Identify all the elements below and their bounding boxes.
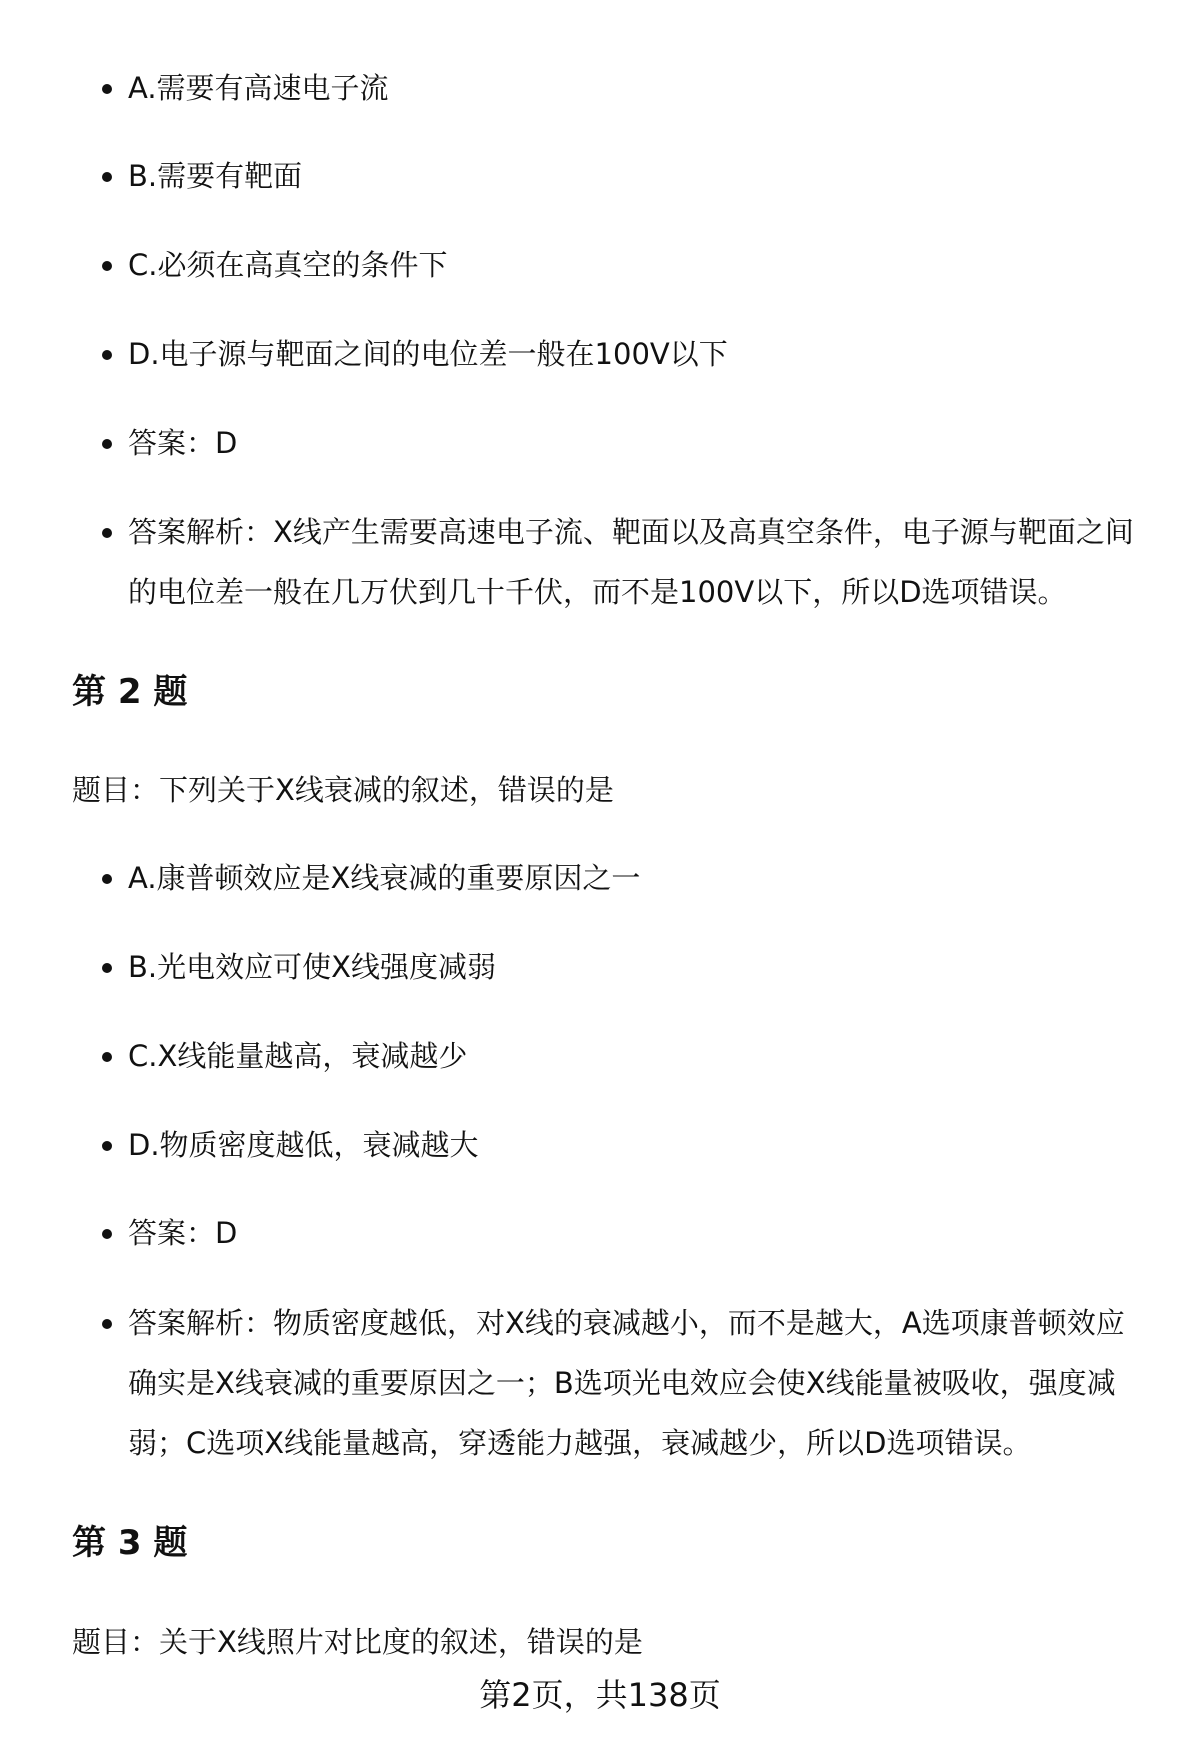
option-d: D.电子源与靶面之间的电位差一般在100V以下 (128, 324, 1148, 384)
page-number-footer: 第2页，共138页 (479, 1676, 721, 1714)
option-c: C.X线能量越高，衰减越少 (128, 1026, 1148, 1086)
question-3-stem: 题目：关于X线照片对比度的叙述，错误的是 (72, 1625, 643, 1659)
option-d: D.物质密度越低，衰减越大 (128, 1115, 1148, 1175)
option-c: C.必须在高真空的条件下 (128, 235, 1148, 295)
answer: 答案：D (128, 413, 1148, 473)
question-2-heading: 第 2 题 (72, 672, 188, 712)
option-a: A.需要有高速电子流 (128, 58, 1148, 118)
answer-explanation: 答案解析：物质密度越低，对X线的衰减越小，而不是越大，A选项康普顿效应确实是X线衰减的重要原因之一；B选项光电效应会使X线能量被吸收，强度减弱；C选项X线能量越高，穿透能力越强，衰减越少，所以D选项错误。 (128, 1293, 1148, 1473)
answer: 答案：D (128, 1203, 1148, 1263)
option-a: A.康普顿效应是X线衰减的重要原因之一 (128, 848, 1148, 908)
option-b: B.需要有靶面 (128, 146, 1148, 206)
question-2-stem: 题目：下列关于X线衰减的叙述，错误的是 (72, 773, 614, 807)
question-3-heading: 第 3 题 (72, 1523, 188, 1563)
answer-explanation: 答案解析：X线产生需要高速电子流、靶面以及高真空条件，电子源与靶面之间的电位差一般在几万伏到几十千伏，而不是100V以下，所以D选项错误。 (128, 502, 1148, 622)
option-b: B.光电效应可使X线强度减弱 (128, 937, 1148, 997)
